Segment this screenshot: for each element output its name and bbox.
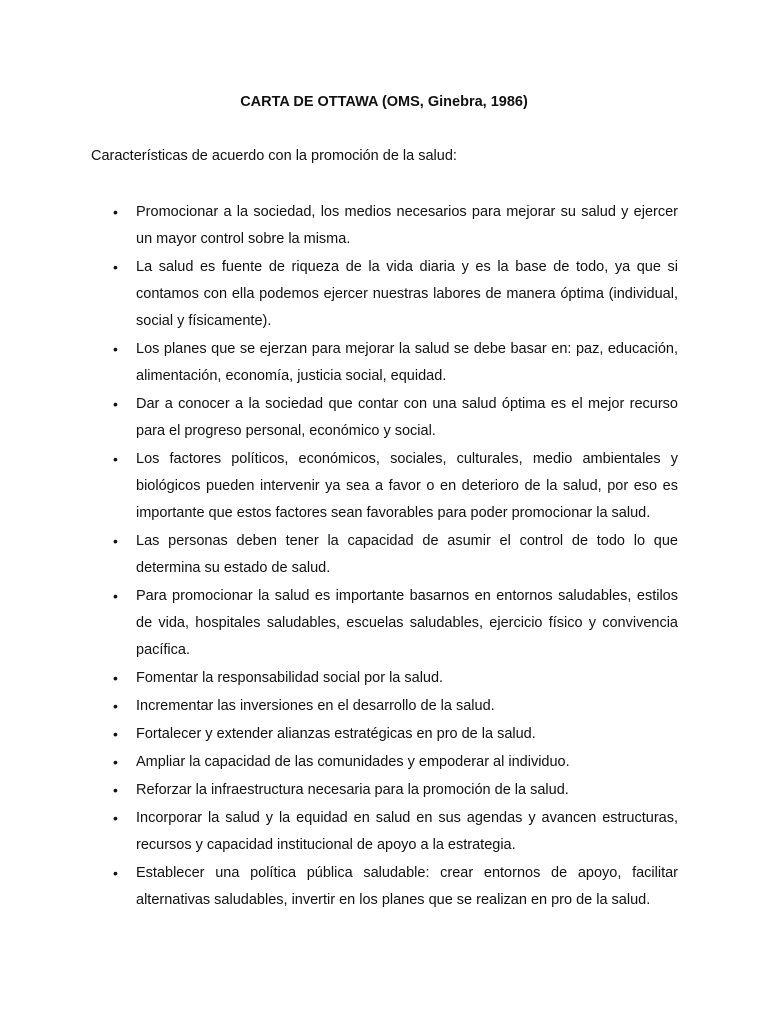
list-item-text: Dar a conocer a la sociedad que contar con una salud óptima es el mejor recurso para el progreso personal, económico y social.	[136, 396, 678, 439]
list-item	[91, 693, 678, 720]
list-item	[91, 583, 678, 664]
bullet-icon: •	[113, 396, 118, 412]
list-item	[91, 199, 678, 253]
list-item-text: Los planes que se ejerzan para mejorar la salud se debe basar en: paz, educación, alimentación, economía, justicia social, equidad.	[136, 341, 678, 384]
list-item-text: La salud es fuente de riqueza de la vida diaria y es la base de todo, ya que si contamos con ella podemos ejercer nuestras labores de manera óptima (individual, social y físicamente).	[136, 259, 678, 329]
bullet-icon: •	[113, 670, 118, 686]
list-item	[91, 777, 678, 804]
list-item-text: Las personas deben tener la capacidad de asumir el control de todo lo que determina su estado de salud.	[136, 533, 678, 576]
list-item	[91, 336, 678, 390]
bullet-list	[91, 199, 678, 915]
bullet-icon: •	[113, 698, 118, 714]
list-item	[91, 665, 678, 692]
list-item-text: Reforzar la infraestructura necesaria para la promoción de la salud.	[136, 782, 569, 798]
bullet-icon: •	[113, 259, 118, 275]
bullet-icon: •	[113, 533, 118, 549]
bullet-icon: •	[113, 204, 118, 220]
intro-text: Características de acuerdo con la promoción de la salud:	[91, 148, 457, 164]
bullet-icon: •	[113, 726, 118, 742]
bullet-icon: •	[113, 865, 118, 881]
list-item	[91, 391, 678, 445]
list-item-text: Incorporar la salud y la equidad en salud en sus agendas y avancen estructuras, recursos y capacidad institucional de apoyo a la estrategia.	[136, 810, 678, 853]
list-item	[91, 805, 678, 859]
bullet-icon: •	[113, 451, 118, 467]
list-item-text: Promocionar a la sociedad, los medios necesarios para mejorar su salud y ejercer un mayor control sobre la misma.	[136, 204, 678, 247]
list-item	[91, 528, 678, 582]
bullet-icon: •	[113, 588, 118, 604]
list-item-text: Ampliar la capacidad de las comunidades y empoderar al individuo.	[136, 754, 570, 770]
document-title: CARTA DE OTTAWA (OMS, Ginebra, 1986)	[240, 94, 528, 110]
list-item-text: Los factores políticos, económicos, sociales, culturales, medio ambientales y biológicos pueden intervenir ya sea a favor o en deterioro de la salud, por eso es importante que estos factores sean favorables para poder promocionar la salud.	[136, 451, 678, 521]
list-item-text: Para promocionar la salud es importante basarnos en entornos saludables, estilos de vida, hospitales saludables, escuelas saludables, ejercicio físico y convivencia pacífica.	[136, 588, 678, 658]
bullet-icon: •	[113, 341, 118, 357]
list-item	[91, 446, 678, 527]
list-item-text: Fomentar la responsabilidad social por la salud.	[136, 670, 444, 686]
bullet-icon: •	[113, 754, 118, 770]
list-item-text: Incrementar las inversiones en el desarrollo de la salud.	[136, 698, 495, 714]
list-item	[91, 860, 678, 914]
list-item	[91, 254, 678, 335]
list-item	[91, 749, 678, 776]
list-item	[91, 721, 678, 748]
bullet-icon: •	[113, 810, 118, 826]
list-item-text: Establecer una política pública saludable: crear entornos de apoyo, facilitar alternativas saludables, invertir en los planes que se realizan en pro de la salud.	[136, 865, 678, 908]
bullet-icon: •	[113, 782, 118, 798]
list-item-text: Fortalecer y extender alianzas estratégicas en pro de la salud.	[136, 726, 536, 742]
